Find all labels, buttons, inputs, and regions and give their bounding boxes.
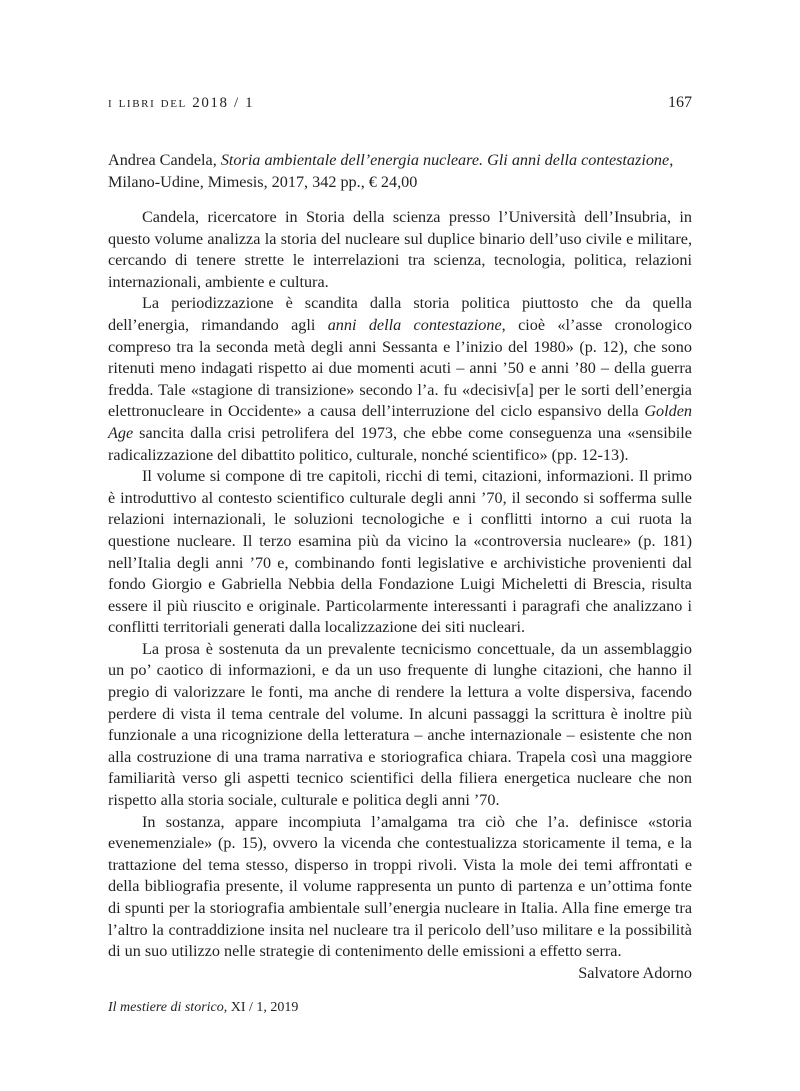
running-head [108, 95, 692, 117]
review-paragraph-1 [108, 207, 692, 293]
reviewer-signature: Salvatore Adorno [578, 963, 692, 982]
book-author: Andrea Candela, [108, 151, 221, 169]
journal-issue: , XI / 1, 2019 [223, 1000, 299, 1015]
review-paragraph-5 [108, 812, 692, 963]
journal-footer [108, 1000, 298, 1016]
review-paragraph-3 [108, 466, 692, 639]
emphasis-anni-della-contestazione: anni della contestazione [327, 315, 502, 334]
paragraph-text: sancita dalla crisi petrolifera del 1973, che ebbe come conseguenza una «sensibile radicalizzazione del dibattito politico, culturale, nonché scientifico» (pp. 12-13). [108, 423, 692, 464]
book-publication-details: , Milano-Udine, Mimesis, 2017, 342 pp., € 24,00 [108, 151, 674, 191]
emphasis-golden-age: Golden Age [108, 402, 692, 442]
review-paragraph-2 [108, 293, 692, 466]
book-citation [108, 150, 692, 193]
running-title: i libri del 2018 / 1 [108, 95, 255, 111]
paragraph-text: Candela, ricercatore in Storia della scienza presso l’Università dell’Insubria, in questo volume analizza la storia del nucleare sul duplice binario dell’uso civile e militare, cercando di tenere strette le interrelazioni tra scienza, tecnologia, politica, relazioni internazionali, ambiente e cultura. [108, 208, 692, 291]
paragraph-text: La prosa è sostenuta da un prevalente tecnicismo concettuale, da un assemblaggio un po’ caotico di informazioni, e da un uso frequente di lunghe citazioni, che hanno il pregio di valorizzare le fonti, ma anche di rendere la lettura a volte dispersiva, facendo perdere di vista il tema centrale del volume. In alcuni passaggi la scrittura è inoltre più funzionale a una ricognizione della letteratura – anche internazionale – esistente che non alla costruzione di una trama narrativa e storiografica chiara. Trapela così una maggiore familiarità verso gli aspetti tecnico scientifici della filiera energetica nucleare che non rispetto alla storia sociale, culturale e politica degli anni ’70. [108, 639, 692, 810]
book-title: Storia ambientale dell’energia nucleare. Gli anni della contestazione [220, 151, 670, 169]
paragraph-text: La periodizzazione è scandita dalla storia politica piuttosto che da quella dell’energia, rimandando agli [108, 294, 692, 334]
journal-name: Il mestiere di storico [108, 1000, 224, 1015]
page-number: 167 [668, 94, 692, 111]
paragraph-text: Il volume si compone di tre capitoli, ricchi di temi, citazioni, informazioni. Il primo è introduttivo al contesto scientifico culturale degli anni ’70, il secondo si sofferma sulle relazioni internazionali, le soluzioni tecnologiche e i conflitti intorno a cui ruota la questione nucleare. Il terzo esamina più da vicino la «controversia nucleare» (p. 181) nell’Italia degli anni ’70 e, combinando fonti legislative e archivistiche provenienti dal fondo Giorgio e Gabriella Nebbia della Fondazione Luigi Micheletti di Brescia, risulta essere il più riuscito e originale. Particolarmente interessanti i paragrafi che analizzano i conflitti territoriali generati dalla localizzazione dei siti nucleari. [108, 467, 692, 637]
review-body [108, 207, 692, 984]
paragraph-text: In sostanza, appare incompiuta l’amalgama tra ciò che l’a. definisce «storia evenemenziale» (p. 15), ovvero la vicenda che contestualizza storicamente il tema, e la trattazione del tema stesso, disperso in troppi rivoli. Vista la mole dei temi affrontati e della bibliografia presente, il volume rappresenta un punto di partenza e un’ottima fonte di spunti per la storiografia ambientale sull’energia nucleare in Italia. Alla fine emerge tra l’altro la contraddizione insita nel nucleare tra il pericolo dell’uso militare e la possibilità di un suo utilizzo nelle strategie di contenimento delle emissioni a effetto serra. [108, 812, 692, 961]
review-paragraph-4 [108, 639, 692, 812]
paragraph-text: , cioè «l’asse cronologico compreso tra la seconda metà degli anni Sessanta e l’inizio del 1980» (p. 12), che sono ritenuti meno indagati rispetto ai due momenti acuti – anni ’50 e anni ’80 – della guerra fredda. Tale «stagione di transizione» secondo l’a. fu «decisiv[a] per le sorti dell’energia elettronucleare in Occidente» a causa dell’interruzione del ciclo espansivo della [108, 315, 693, 421]
